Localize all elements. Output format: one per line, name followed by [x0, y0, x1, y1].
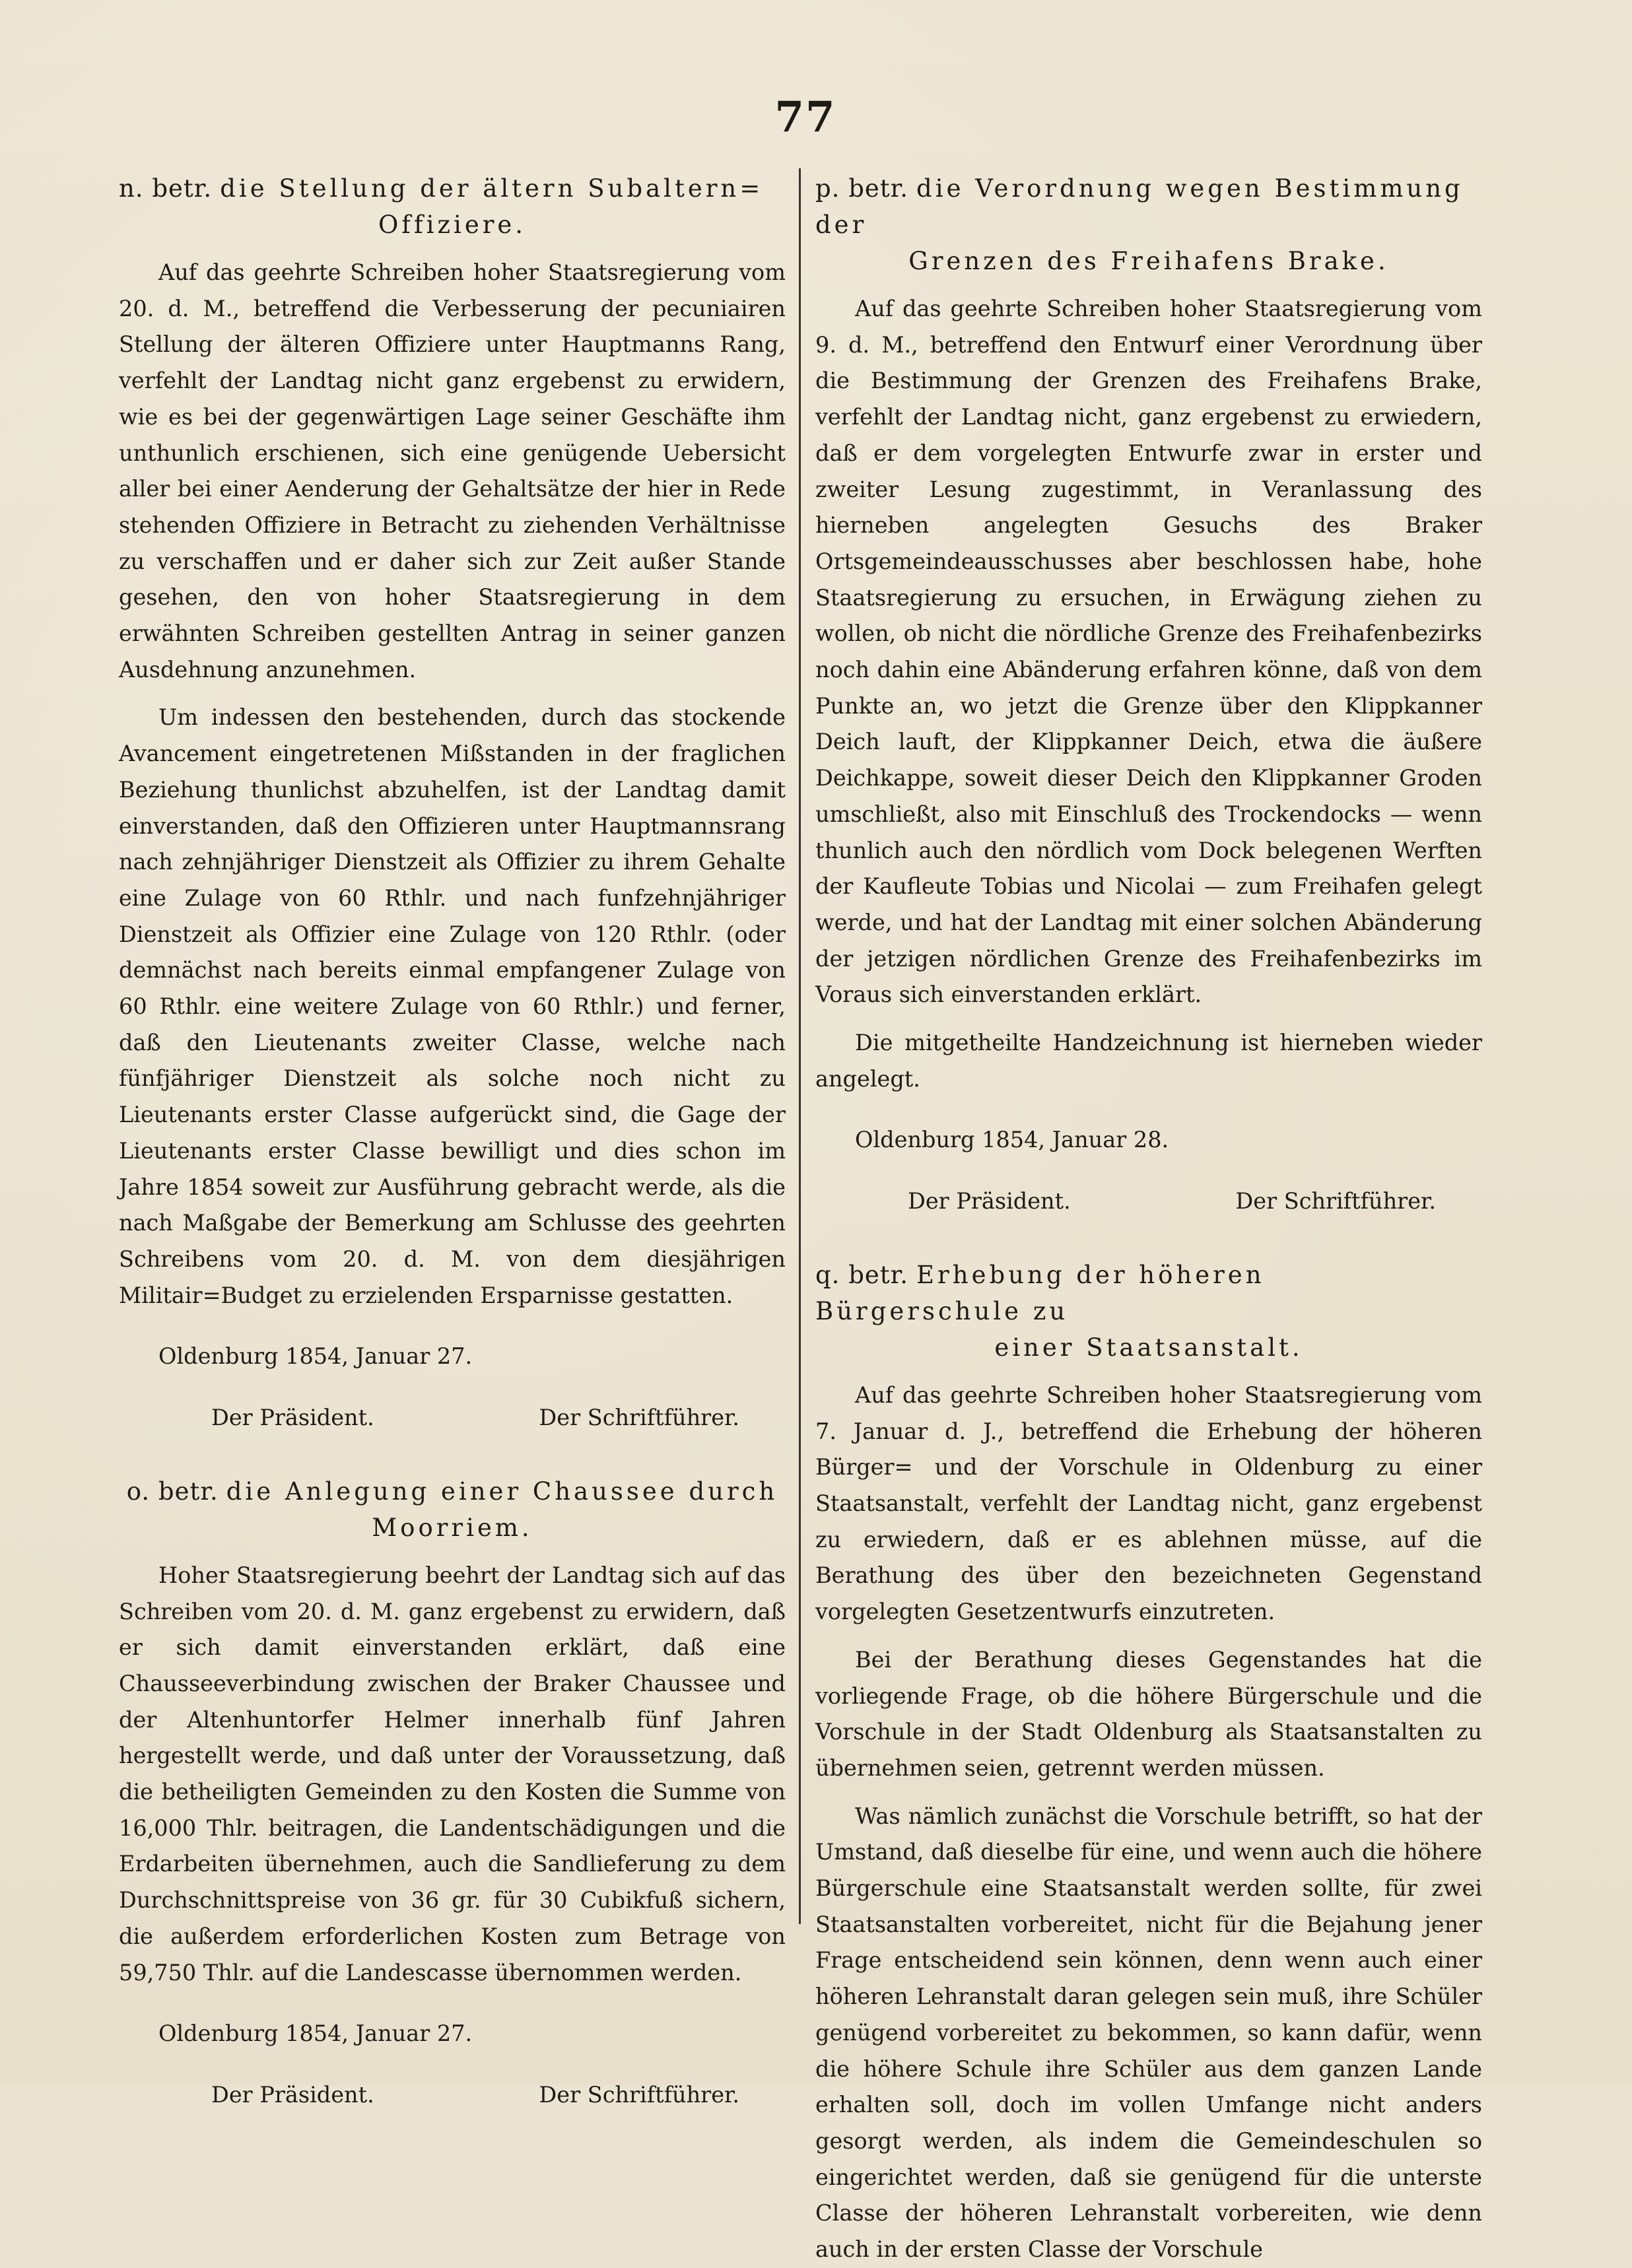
left-column	[119, 170, 786, 2114]
section-q-heading-line1	[815, 1257, 1482, 1329]
section-q-paragraph2: Bei der Berathung dieses Gegenstandes hat die vorliegende Frage, ob die höhere Bürgerschule und die Vorschule in der Stadt Oldenburg als Staatsanstalten zu übernehmen seien, getrennt werden müssen.	[815, 1646, 1482, 1781]
section-p-president: Der Präsident.	[908, 1188, 1071, 1215]
section-n-secretary: Der Schriftführer.	[539, 1405, 739, 1431]
section-q-title-line1: Erhebung der höheren Bürgerschule zu	[815, 1260, 1265, 1325]
column-divider	[799, 168, 801, 1924]
section-o-title-line1: die Anlegung einer Chaussee durch	[226, 1477, 778, 1506]
section-n-heading-line1	[119, 170, 786, 207]
section-n-title-line2: Offiziere.	[378, 211, 527, 239]
section-p-signatures	[815, 1184, 1482, 1220]
section-n-date: Oldenburg 1854, Januar 27.	[158, 1343, 473, 1370]
section-n-paragraph1: Auf das geehrte Schreiben hoher Staatsregierung vom 20. d. M., betreffend die Verbesserung der pecuniairen Stellung der älteren Offiziere unter Hauptmanns Rang, verfehlt der Landtag nicht ganz ergebenst zu erwidern, wie es bei der gegenwärtigen Lage seiner Geschäfte ihm unthunlich erschienen, sich eine genügende Uebersicht aller bei einer Aenderung der Gehaltsätze der hier in Rede stehenden Offiziere in Betracht zu ziehenden Verhältnisse zu verschaffen und er daher sich zur Zeit außer Stande gesehen, den von hoher Staatsregierung in dem erwähnten Schreiben gestellten Antrag in seiner ganzen Ausdehnung anzunehmen.	[119, 259, 786, 683]
right-column	[815, 170, 1482, 2268]
section-o-heading-line1	[119, 1473, 786, 1510]
section-o-signatures	[119, 2077, 786, 2114]
section-n-title-line1: die Stellung der ältern Subaltern=	[220, 174, 764, 203]
section-n-paragraph2: Um indessen den bestehenden, durch das stockende Avancement eingetretenen Mißstanden in der fraglichen Beziehung thunlichst abzuhelfen, ist der Landtag damit einverstanden, daß den Offizieren unter Hauptmannsrang nach zehnjähriger Dienstzeit als Offizier zu ihrem Gehalte eine Zulage von 60 Rthlr. und nach funfzehnjähriger Dienstzeit als Offizier eine Zulage von 120 Rthlr. (oder demnächst nach bereits einmal empfangener Zulage von 60 Rthlr. eine weitere Zulage von 60 Rthlr.) und ferner, daß den Lieutenants zweiter Classe, welche nach fünfjähriger Dienstzeit als solche noch nicht zu Lieutenants erster Classe aufgerückt sind, die Gage der Lieutenants erster Classe bewilligt und dies schon im Jahre 1854 soweit zur Ausführung gebracht werde, als die nach Maßgabe der Bemerkung am Schlusse des geehrten Schreibens vom 20. d. M. von dem diesjährigen Militair=Budget zu erzielenden Ersparnisse gestatten.	[119, 704, 786, 1308]
section-p-paragraph2: Die mitgetheilte Handzeichnung ist hierneben wieder angelegt.	[815, 1030, 1482, 1092]
section-o-paragraph1: Hoher Staatsregierung beehrt der Landtag sich auf das Schreiben vom 20. d. M. ganz ergebenst zu erwidern, daß er sich damit einverstanden erklärt, daß eine Chausseeverbindung zwischen der Braker Chaussee und der Altenhuntorfer Helmer innerhalb fünf Jahren hergestellt werde, und daß unter der Voraussetzung, daß die betheiligten Gemeinden zu den Kosten die Summe von 16,000 Thlr. beitragen, die Landentschädigungen und die Erdarbeiten übernehmen, auch die Sandlieferung zu dem Durchschnittspreise von 36 gr. für 30 Cubikfuß sichern, die außerdem erforderlichen Kosten zum Betrage von 59,750 Thlr. auf die Landescasse übernommen werden.	[119, 1562, 786, 1985]
section-p-title-line2: Grenzen des Freihafens Brake.	[908, 247, 1389, 275]
section-o-president: Der Präsident.	[211, 2081, 374, 2108]
page-number: 77	[774, 92, 836, 142]
section-p-paragraph1: Auf das geehrte Schreiben hoher Staatsregierung vom 9. d. M., betreffend den Entwurf einer Verordnung über die Bestimmung der Grenzen des Freihafens Brake, verfehlt der Landtag nicht, ganz ergebenst zu erwiedern, daß er dem vorgelegten Entwurfe zwar in erster und zweiter Lesung zugestimmt, in Veranlassung des hierneben angelegten Gesuchs des Braker Ortsgemeindeausschusses aber beschlossen habe, hohe Staatsregierung zu ersuchen, in Erwägung ziehen zu wollen, ob nicht die nördliche Grenze des Freihafenbezirks noch dahin eine Abänderung erfahren könne, daß von dem Punkte an, wo jetzt die Grenze über den Klippkanner Deich lauft, der Klippkanner Deich, etwa die äußere Deichkappe, soweit dieser Deich den Klippkanner Groden umschließt, also mit Einschluß des Trockendocks — wenn thunlich auch den nördlich vom Dock belegenen Werften der Kaufleute Tobias und Nicolai — zum Freihafen gelegt werde, und hat der Landtag mit einer solchen Abänderung der jetzigen nördlichen Grenze des Freihafenbezirks im Voraus sich einverstanden erklärt.	[815, 296, 1482, 1008]
section-o-date: Oldenburg 1854, Januar 27.	[158, 2020, 473, 2047]
section-p-secretary: Der Schriftführer.	[1235, 1188, 1436, 1215]
section-n-label: n. betr.	[119, 174, 213, 203]
section-q-paragraph1: Auf das geehrte Schreiben hoher Staatsregierung vom 7. Januar d. J., betreffend die Erhebung der höheren Bürger= und der Vorschule in Oldenburg zu einer Staatsanstalt, verfehlt der Landtag nicht, ganz ergebenst zu erwiedern, daß er es ablehnen müsse, auf die Berathung des über den bezeichneten Gegenstand vorgelegten Gesetzentwurfs einzutreten.	[815, 1382, 1482, 1625]
section-q-paragraph3: Was nämlich zunächst die Vorschule betrifft, so hat der Umstand, daß dieselbe für eine, und wenn auch die höhere Bürgerschule eine Staatsanstalt werden sollte, für zwei Staatsanstalten vorbereitet, nicht für die Bejahung jener Frage entscheidend sein können, denn wenn auch einer höheren Lehranstalt daran gelegen sein muß, ihre Schüler genügend vorbereitet zu bekommen, so kann dafür, wenn die höhere Schule ihre Schüler aus dem ganzen Lande erhalten soll, doch im vollen Umfange nicht anders gesorgt werden, als indem die Gemeindeschulen so eingerichtet werden, daß sie genügend für die unterste Classe der höheren Lehranstalt vorbereiten, wie denn auch in der ersten Classe der Vorschule	[815, 1803, 1482, 2263]
section-n-signatures	[119, 1400, 786, 1436]
section-o-label: o. betr.	[126, 1477, 219, 1506]
section-o-secretary: Der Schriftführer.	[539, 2081, 739, 2108]
section-p-title-line1: die Verordnung wegen Bestimmung der	[815, 174, 1464, 239]
section-o-title-line2: Moorriem.	[372, 1513, 533, 1542]
section-p-label: p. betr.	[815, 174, 909, 203]
section-p-heading-line1	[815, 170, 1482, 243]
section-n-president: Der Präsident.	[211, 1405, 374, 1431]
section-p-date: Oldenburg 1854, Januar 28.	[855, 1127, 1169, 1153]
section-q-title-line2: einer Staatsanstalt.	[994, 1333, 1303, 1362]
section-q-label: q. betr.	[815, 1260, 909, 1289]
